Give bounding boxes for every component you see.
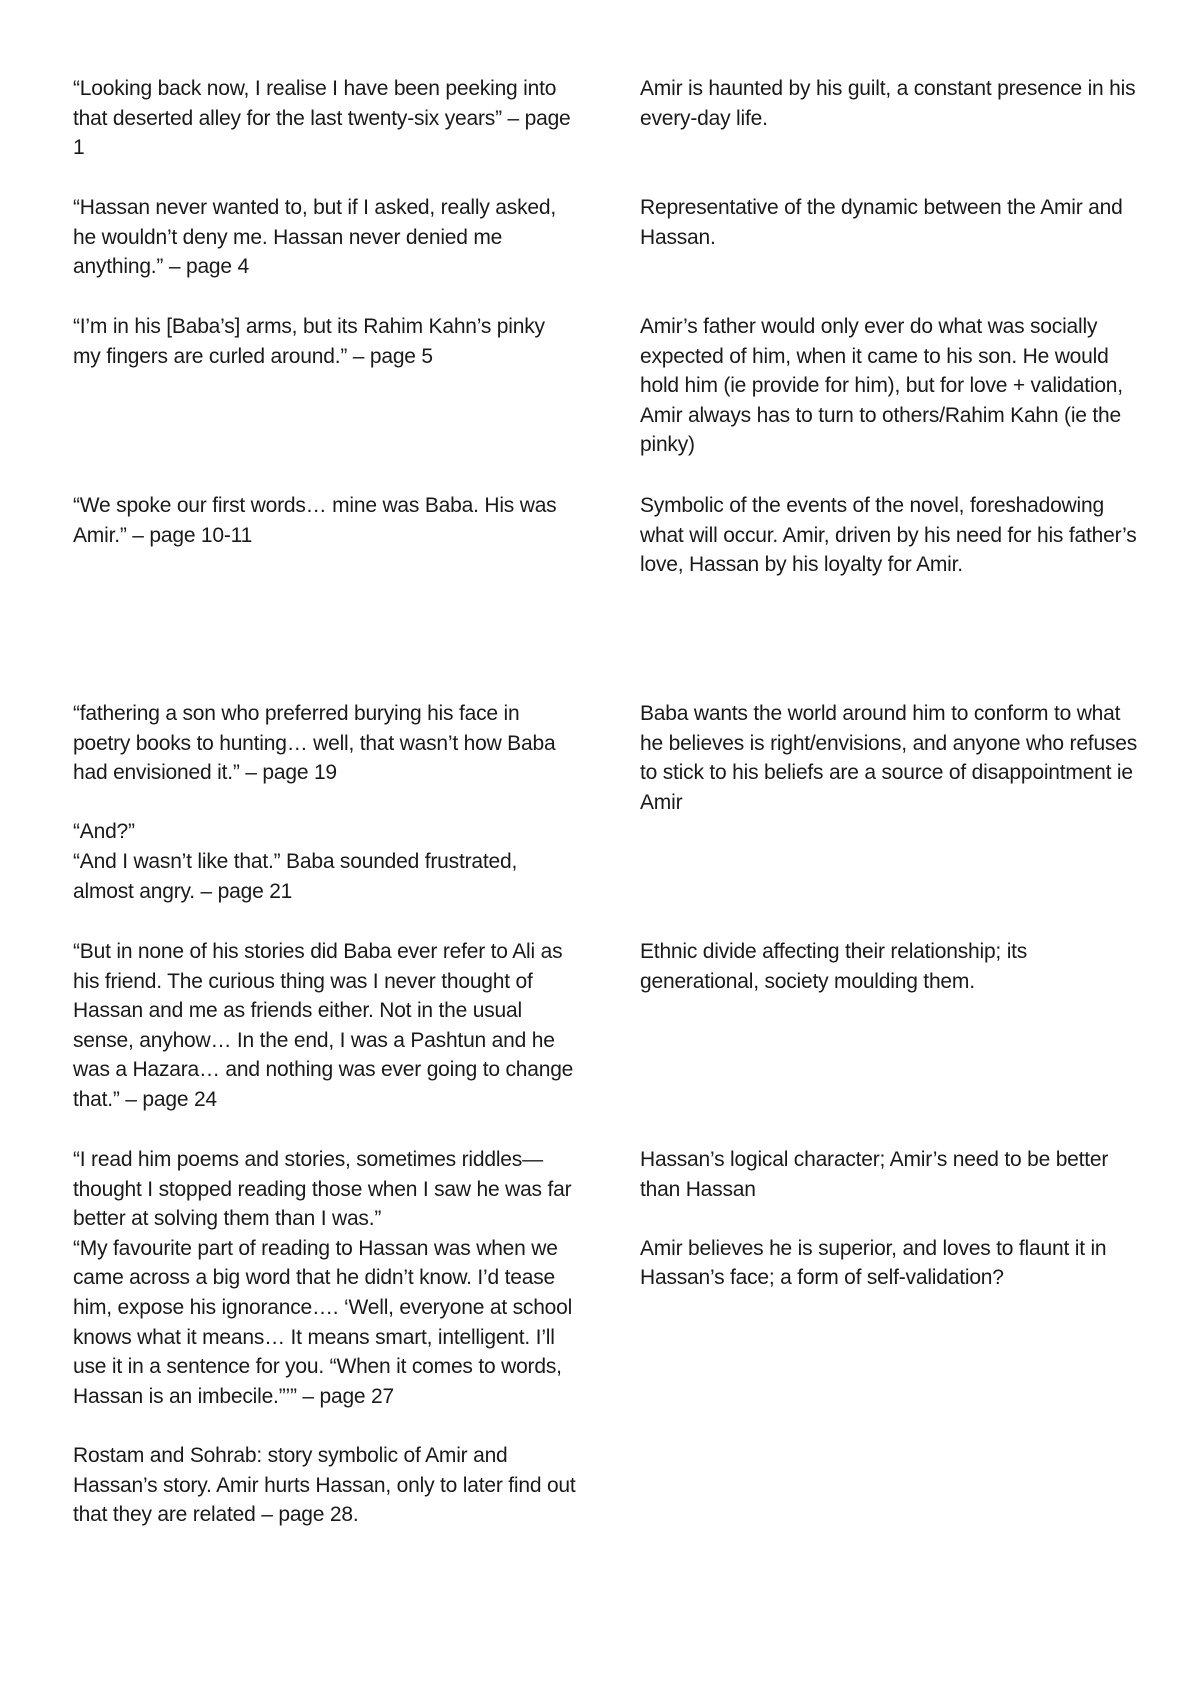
quote-1 — [73, 74, 578, 163]
note-text: Baba wants the world around him to conform to what he believes is right/envisions, and anyone who refuses to stick to his beliefs are a source of disappointment ie Amir — [640, 702, 1138, 814]
quote-text: Rostam and Sohrab: story symbolic of Amir and Hassan’s story. Amir hurts Hassan, only to later find out that they are related – page 28. — [73, 1443, 576, 1527]
note-6 — [640, 937, 1140, 996]
quote-text: “I read him poems and stories, sometimes riddles—thought I stopped reading those when I saw he was far better at solving them than I was.” — [73, 1148, 572, 1231]
quote-text: “I’m in his [Baba’s] arms, but its Rahim Kahn’s pinky my fingers are curled around.” – page 5 — [73, 315, 545, 368]
note-text: Representative of the dynamic between the Amir and Hassan. — [640, 196, 1123, 249]
quote-6 — [73, 937, 578, 1115]
quote-4 — [73, 491, 578, 550]
quote-5 — [73, 699, 578, 906]
spacer — [73, 1411, 578, 1441]
quote-text: “But in none of his stories did Baba ever refer to Ali as his friend. The curious thing was I never thought of Hassan and me as friends either. Not in the usual sense, anyhow… In the end, I was a Pashtun and he was a Hazara… and nothing was ever going to change that.” – page 24 — [73, 940, 574, 1111]
quote-text: “fathering a son who preferred burying his face in poetry books to hunting… well, that wasn’t how Baba had envisioned it.” – page 19 — [73, 702, 556, 785]
note-text: Hassan’s logical character; Amir’s need to be better than Hassan — [640, 1148, 1109, 1201]
quote-text: “And?” — [73, 820, 135, 844]
note-1 — [640, 74, 1140, 133]
quote-7 — [73, 1145, 578, 1530]
quote-2 — [73, 193, 578, 282]
spacer — [73, 788, 578, 818]
quote-text: “And I wasn’t like that.” Baba sounded frustrated, almost angry. – page 21 — [73, 849, 518, 903]
spacer — [640, 1204, 1140, 1234]
quote-text: “Hassan never wanted to, but if I asked, really asked, he wouldn’t deny me. Hassan never denied me anything.” – page 4 — [73, 196, 556, 279]
note-text: Amir is haunted by his guilt, a constant presence in his every-day life. — [640, 77, 1136, 130]
note-text: Symbolic of the events of the novel, foreshadowing what will occur. Amir, driven by his need for his father’s love, Hassan by his loyalty for Amir. — [640, 494, 1137, 577]
note-4 — [640, 491, 1140, 580]
note-text: Amir believes he is superior, and loves to flaunt it in Hassan’s face; a form of self-validation? — [640, 1236, 1107, 1290]
quote-text: “We spoke our first words… mine was Baba. His was Amir.” – page 10-11 — [73, 494, 557, 547]
note-text: Amir’s father would only ever do what was socially expected of him, when it came to his son. He would hold him (ie provide for him), but for love + validation, Amir always has to turn to others/Rahim Kahn (ie the pinky) — [640, 315, 1123, 457]
quote-text: “Looking back now, I realise I have been peeking into that deserted alley for the last twenty-six years” – page 1 — [73, 77, 571, 160]
note-5 — [640, 699, 1140, 817]
note-2 — [640, 193, 1140, 252]
note-7 — [640, 1145, 1140, 1293]
note-text: Ethnic divide affecting their relationship; its generational, society moulding them. — [640, 940, 1028, 993]
note-3 — [640, 312, 1140, 460]
quote-text: “My favourite part of reading to Hassan was when we came across a big word that he didn’t know. I’d tease him, expose his ignorance…. ‘Well, everyone at school knows what it means… It means smart, intelligent. I’ll use it in a sentence for you. “When it comes to words, Hassan is an imbecile.”’” – page 27 — [73, 1236, 573, 1408]
quote-3 — [73, 312, 578, 371]
